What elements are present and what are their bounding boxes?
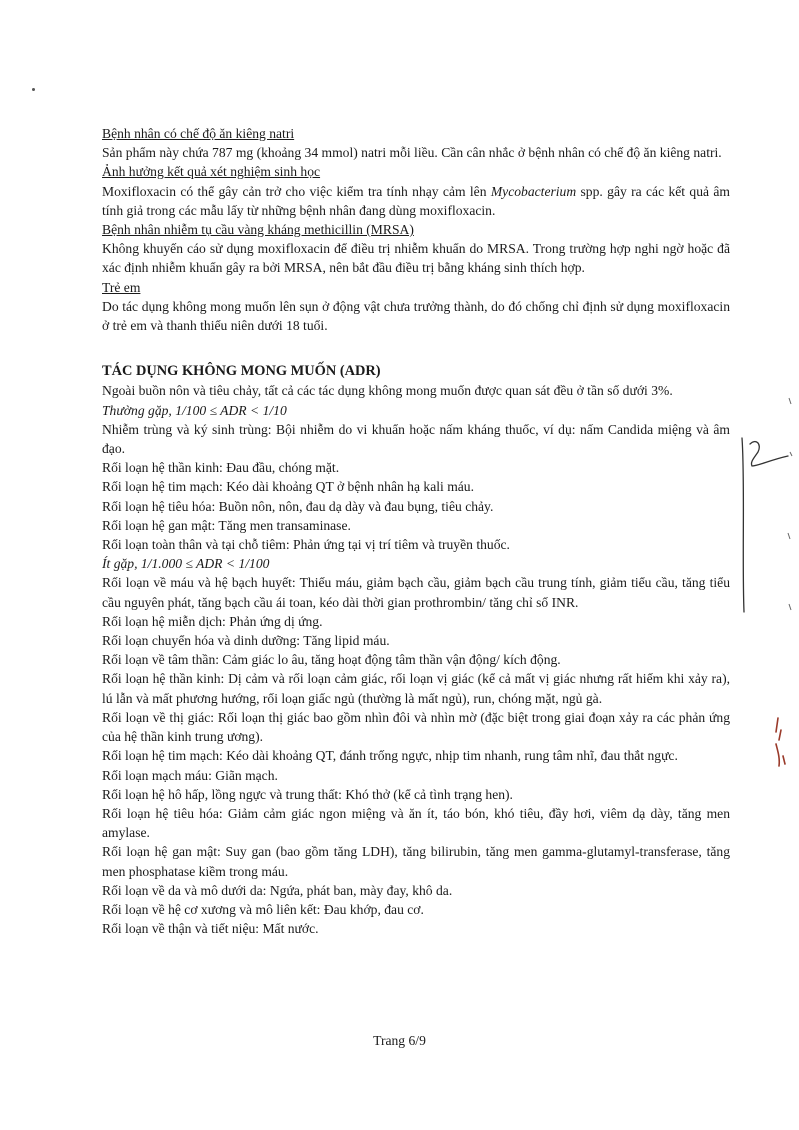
adr-common-item: Rối loạn hệ tim mạch: Kéo dài khoảng QT ở bệnh nhân hạ kali máu. — [102, 479, 474, 495]
adr-uncommon-item: Rối loạn hệ hô hấp, lồng ngực và trung thất: Khó thở (kể cả tình trạng hen). — [102, 786, 513, 802]
adr-common-item: Rối loạn hệ tiêu hóa: Buồn nôn, nôn, đau dạ dày và đau bụng, tiêu chảy. — [102, 498, 494, 514]
adr-uncommon-item: Rối loạn về máu và hệ bạch huyết: Thiếu máu, giảm bạch cầu, giảm bạch cầu trung tính, giảm tiểu cầu, tăng tiểu cầu nguyên phát, tăng bạch cầu ái toan, kéo dài thời gian prothrombin/ tăng chỉ số INR. — [102, 575, 730, 610]
adr-uncommon-item: Rối loạn hệ miễn dịch: Phản ứng dị ứng. — [102, 613, 323, 629]
adr-uncommon-item: Rối loạn về da và mô dưới da: Ngứa, phát ban, mày đay, khô da. — [102, 882, 453, 898]
section-text-lab-tests — [102, 182, 730, 220]
adr-uncommon-item: Rối loạn về tâm thần: Cảm giác lo âu, tăng hoạt động tâm thần vận động/ kích động. — [102, 652, 561, 668]
section-title-lab-tests: Ảnh hưởng kết quả xét nghiệm sinh học — [102, 164, 321, 180]
adr-common-item: Rối loạn toàn thân và tại chỗ tiêm: Phản ứng tại vị trí tiêm và truyền thuốc. — [102, 537, 510, 553]
adr-uncommon-item: Rối loạn về hệ cơ xương và mô liên kết: Đau khớp, đau cơ. — [102, 901, 424, 917]
adr-uncommon-item: Rối loạn chuyển hóa và dinh dưỡng: Tăng lipid máu. — [102, 633, 390, 649]
document-body — [102, 124, 730, 938]
lab-tests-organism-name: Mycobacterium — [490, 183, 577, 199]
signature-mark-icon — [742, 438, 788, 612]
adr-uncommon-label: Ít gặp, 1/1.000 ≤ ADR < 1/100 — [102, 556, 270, 572]
adr-uncommon-item: Rối loạn hệ thần kinh: Dị cảm và rối loạn cảm giác, rối loạn vị giác (kể cả mất vị giác nhưng rất hiếm khi xảy ra), lú lẫn và mất phương hướng, rối loạn giấc ngủ (thường là mất ngủ), run, chóng mặt, ngủ gà. — [102, 671, 730, 706]
section-title-children: Trẻ em — [102, 279, 141, 295]
adr-heading: TÁC DỤNG KHÔNG MONG MUỐN (ADR) — [102, 363, 381, 380]
section-title-mrsa: Bệnh nhân nhiễm tụ cầu vàng kháng methicillin (MRSA) — [102, 222, 414, 238]
adr-uncommon-item: Rối loạn về thận và tiết niệu: Mất nước. — [102, 921, 319, 937]
section-text-sodium-diet: Sản phẩm này chứa 787 mg (khoảng 34 mmol) natri mỗi liều. Cần cân nhắc ở bệnh nhân có chế độ ăn kiêng natri. — [102, 145, 722, 161]
adr-uncommon-item: Rối loạn hệ tim mạch: Kéo dài khoảng QT, đánh trống ngực, nhịp tim nhanh, rung tâm nhĩ, đau thắt ngực. — [102, 748, 678, 764]
red-stamp-fragment-icon — [776, 718, 785, 766]
section-text-children: Do tác dụng không mong muốn lên sụn ở động vật chưa trưởng thành, do đó chống chỉ định sử dụng moxifloxacin ở trẻ em và thanh thiếu niên dưới 18 tuổi. — [102, 298, 730, 334]
adr-uncommon-item: Rối loạn hệ tiêu hóa: Giảm cảm giác ngon miệng và ăn ít, táo bón, khó tiêu, đầy hơi, viêm dạ dày, tăng men amylase. — [102, 805, 730, 841]
page-number: Trang 6/9 — [373, 1033, 426, 1048]
section-text-mrsa: Không khuyến cáo sử dụng moxifloxacin để điều trị nhiễm khuẩn do MRSA. Trong trường hợp nghi ngờ hoặc đã xác định nhiễm khuẩn gây ra bởi MRSA, nên bắt đầu điều trị bằng kháng sinh thích hợp. — [102, 241, 730, 276]
page-edge-tick-marks — [788, 398, 792, 610]
adr-uncommon-item: Rối loạn mạch máu: Giãn mạch. — [102, 767, 278, 783]
adr-intro: Ngoài buồn nôn và tiêu chảy, tất cả các tác dụng không mong muốn được quan sát đều ở tần số dưới 3%. — [102, 383, 673, 399]
adr-common-item: Rối loạn hệ gan mật: Tăng men transaminase. — [102, 517, 351, 533]
section-title-sodium-diet: Bệnh nhân có chế độ ăn kiêng natri — [102, 126, 295, 141]
adr-common-label: Thường gặp, 1/100 ≤ ADR < 1/10 — [102, 402, 287, 418]
adr-uncommon-item: Rối loạn về thị giác: Rối loạn thị giác bao gồm nhìn đôi và nhìn mờ (đặc biệt trong giai đoạn xảy ra các phản ứng của hệ thần kinh trung ương). — [102, 709, 730, 745]
adr-common-item: Nhiễm trùng và ký sinh trùng: Bội nhiễm do vi khuẩn hoặc nấm kháng thuốc, ví dụ: nấm Candida miệng và âm đạo. — [102, 421, 730, 457]
lab-tests-text-after: spp. gây ra các kết quả âm tính giả trong các mẫu lấy từ những bệnh nhân đang dùng moxifloxacin. — [102, 183, 730, 218]
lab-tests-text-before: Moxifloxacin có thể gây cản trở cho việc kiểm tra tính nhạy cảm lên — [102, 183, 491, 199]
adr-common-item: Rối loạn hệ thần kinh: Đau đầu, chóng mặt. — [102, 460, 340, 476]
adr-uncommon-item: Rối loạn hệ gan mật: Suy gan (bao gồm tăng LDH), tăng bilirubin, tăng men gamma-glutamyl-transferase, tăng men phosphatase kiềm trong máu. — [102, 844, 730, 879]
